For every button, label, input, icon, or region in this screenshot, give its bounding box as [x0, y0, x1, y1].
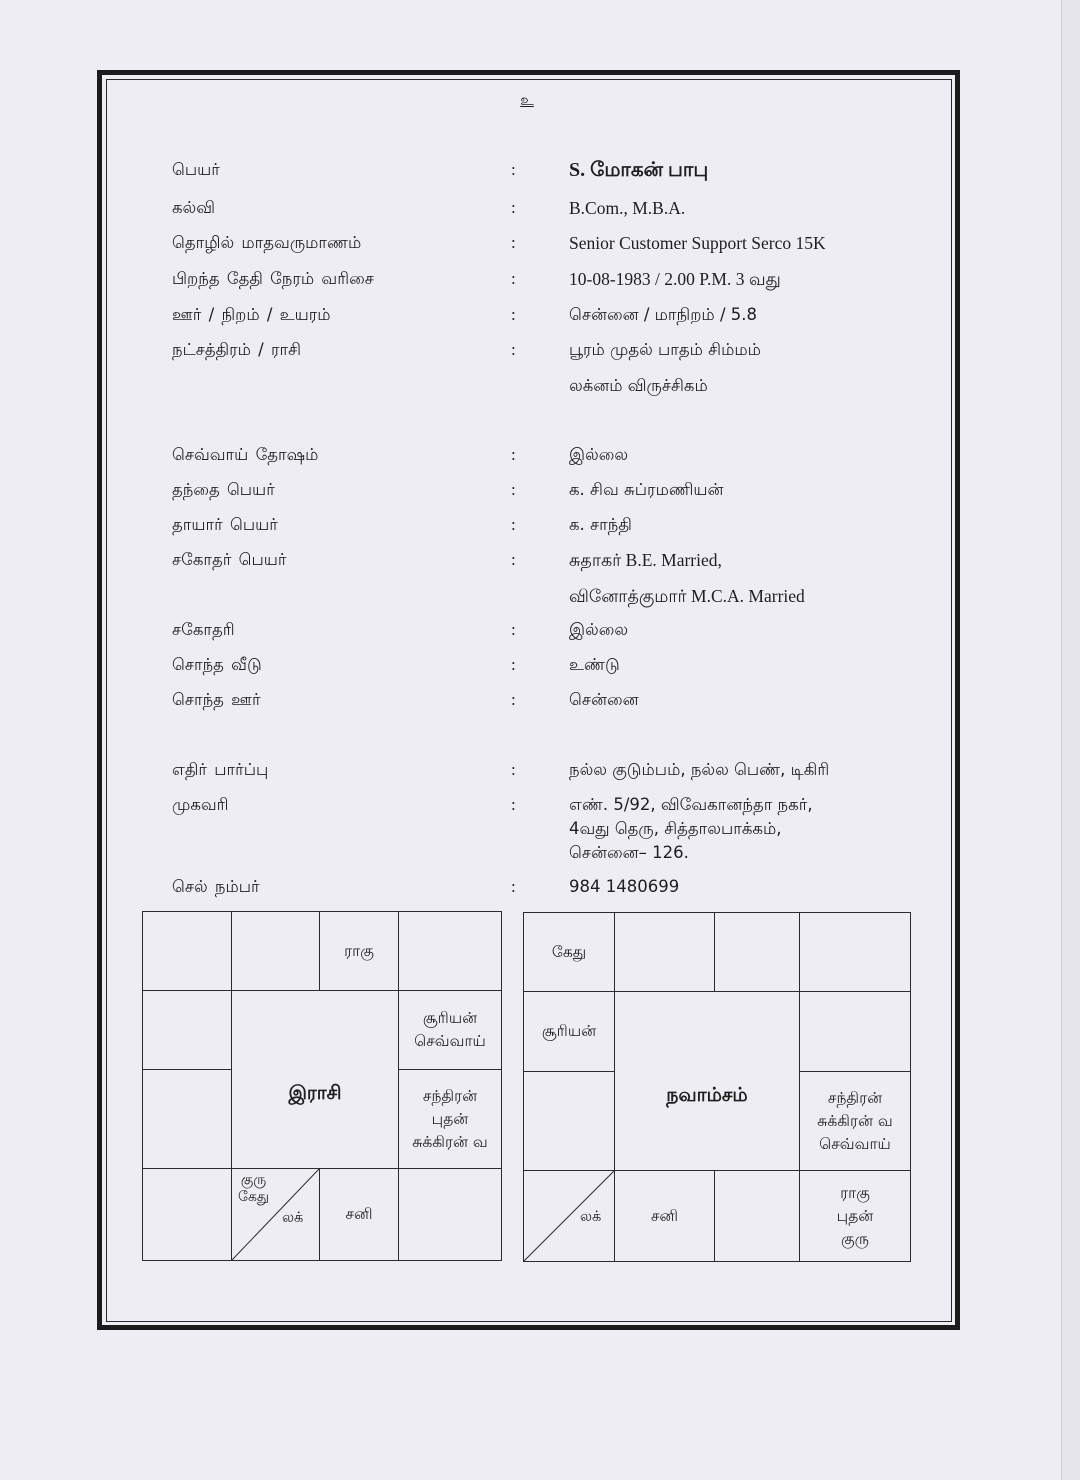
expectation-row: [0, 758, 1080, 782]
separator-colon: :: [511, 690, 516, 709]
education-value: [569, 196, 685, 220]
rasi-planet: புதன்: [431, 1109, 469, 1128]
separator-colon: :: [511, 795, 516, 814]
rasi-planet: சுக்கிரன் வ: [412, 1132, 488, 1151]
name-row: [0, 158, 1080, 182]
sevvai-dosham-value-line: இல்லை: [569, 445, 629, 464]
native-place-value-line: சென்னை: [569, 690, 639, 709]
father-name-label: தந்தை பெயர்: [172, 480, 275, 499]
navamsam-planet: செவ்வாய்: [819, 1134, 891, 1153]
rasi-house-gemini: [399, 912, 501, 990]
rasi-chart: [142, 911, 502, 1261]
sevvai-dosham-value: [569, 443, 628, 467]
address-label: முகவரி: [172, 795, 229, 814]
page-edge: [1061, 0, 1080, 1480]
expectation-label: எதிர் பார்ப்பு: [172, 760, 269, 779]
navamsam-house-aquarius: [524, 992, 614, 1071]
mobile-number-value-line: 984 1480699: [569, 877, 680, 896]
navamsam-house-sagittarius: [524, 1171, 614, 1261]
navamsam-chart-title: நவாம்சம்: [666, 1083, 748, 1106]
place-complexion-height-row: [0, 303, 1080, 327]
sister-value-line: இல்லை: [569, 620, 629, 639]
father-name-value-line: க. சிவ சுப்ரமணியன்: [569, 480, 724, 499]
native-place-value: [569, 688, 639, 712]
sevvai-dosham-row: [0, 443, 1080, 467]
address-line-3: சென்னை– 126.: [569, 843, 689, 862]
native-place-row: [0, 688, 1080, 712]
rasi-house-virgo: [399, 1169, 501, 1260]
navamsam-house-capricorn: [524, 1072, 614, 1170]
mobile-number-row: [0, 875, 1080, 899]
navamsam-house-cancer: [800, 992, 910, 1071]
expectation-value: [569, 758, 829, 782]
separator-colon: :: [511, 340, 516, 359]
navamsam-planet: சூரியன்: [541, 1022, 597, 1040]
occupation-income-label: தொழில் மாதவருமாணம்: [172, 233, 362, 252]
pillaiyar-suzhi-symbol: உ: [520, 91, 534, 109]
name-label: பெயர்: [172, 160, 220, 179]
brother-2-value-line: வினோத்குமார் M.C.A. Married: [569, 586, 805, 606]
address-line-2: 4வது தெரு, சித்தாலபாக்கம்,: [569, 819, 782, 838]
separator-colon: :: [511, 655, 516, 674]
own-house-value-line: உண்டு: [569, 655, 620, 674]
rasi-chart-title: இராசி: [288, 1082, 342, 1104]
occupation-income-row: [0, 231, 1080, 255]
rasi-planet: செவ்வாய்: [414, 1032, 486, 1050]
father-name-value: [569, 478, 724, 502]
navamsam-house-pisces: [524, 913, 614, 991]
rasi-planet: சூரியன்: [422, 1009, 478, 1027]
brother-1-value-line: சுதாகர் B.E. Married,: [569, 550, 722, 570]
mobile-number-value: [569, 875, 679, 899]
occupation-income-value: [569, 231, 826, 255]
address-value: [569, 793, 813, 865]
rasi-planet: ராகு: [344, 941, 374, 960]
navamsam-chart: [523, 912, 911, 1262]
birth-details-label: பிறந்த தேதி நேரம் வரிசை: [172, 269, 374, 288]
place-complexion-height-value: [569, 303, 757, 327]
rasi-house-taurus: [320, 912, 398, 990]
own-house-label: சொந்த வீடு: [172, 655, 262, 674]
brother-name-row: [0, 548, 1080, 606]
separator-colon: :: [511, 269, 516, 288]
name-value-line: S. மோகன் பாபு: [569, 159, 709, 181]
own-house-value: [569, 653, 620, 677]
rasi-lagna-marker: லக்: [282, 1210, 304, 1226]
navamsam-lagna-marker: லக்: [580, 1209, 602, 1225]
father-name-row: [0, 478, 1080, 502]
mother-name-value-line: க. சாந்தி: [569, 515, 632, 534]
name-value: [569, 158, 708, 182]
rasi-house-libra: [320, 1169, 398, 1260]
separator-colon: :: [511, 160, 516, 179]
separator-colon: :: [511, 760, 516, 779]
navamsam-planet: சந்திரன்: [827, 1088, 883, 1107]
star-rasi-value-line: பூரம் முதல் பாதம் சிம்மம்: [569, 340, 761, 359]
own-house-row: [0, 653, 1080, 677]
navamsam-planet: ராகு: [840, 1183, 870, 1202]
navamsam-house-libra: [715, 1171, 799, 1261]
rasi-house-pisces: [143, 912, 231, 990]
address-row: [0, 793, 1080, 862]
separator-colon: :: [511, 550, 516, 569]
rasi-house-capricorn: [143, 1070, 231, 1168]
star-rasi-value: [569, 338, 761, 398]
mother-name-label: தாயார் பெயர்: [172, 515, 278, 534]
navamsam-planet: சுக்கிரன் வ: [817, 1111, 893, 1130]
navamsam-chart-center: [615, 992, 799, 1170]
education-value-line: B.Com., M.B.A.: [569, 198, 686, 218]
navamsam-planet: கேது: [551, 942, 587, 961]
separator-colon: :: [511, 480, 516, 499]
birth-details-value: [569, 267, 781, 291]
place-complexion-height-label: ஊர் / நிறம் / உயரம்: [172, 305, 331, 324]
navamsam-planet: சனி: [650, 1206, 679, 1225]
education-label: கல்வி: [172, 198, 216, 217]
address-line-1: எண். 5/92, விவேகானந்தா நகர்,: [569, 795, 813, 814]
birth-details-row: [0, 267, 1080, 291]
navamsam-planet: குரு: [840, 1229, 870, 1248]
separator-colon: :: [511, 198, 516, 217]
separator-colon: :: [511, 445, 516, 464]
sister-row: [0, 618, 1080, 642]
native-place-label: சொந்த ஊர்: [172, 690, 261, 709]
separator-colon: :: [511, 515, 516, 534]
mother-name-value: [569, 513, 632, 537]
brother-name-value: [569, 548, 805, 608]
occupation-income-value-line: Senior Customer Support Serco 15K: [569, 233, 826, 253]
education-row: [0, 196, 1080, 220]
mother-name-row: [0, 513, 1080, 537]
expectation-value-line: நல்ல குடும்பம், நல்ல பெண், டிகிரி: [569, 760, 830, 779]
navamsam-house-scorpio: [615, 1171, 714, 1261]
navamsam-planet: புதன்: [836, 1206, 874, 1225]
separator-colon: :: [511, 305, 516, 324]
rasi-planet: கேது: [238, 1189, 270, 1205]
rasi-house-scorpio: [232, 1169, 319, 1260]
sevvai-dosham-label: செவ்வாய் தோஷம்: [172, 445, 319, 464]
rasi-scorpio-planets: [238, 1172, 269, 1206]
birth-details-value-line: 10-08-1983 / 2.00 P.M. 3 வது: [569, 269, 781, 289]
mobile-number-label: செல் நம்பர்: [172, 877, 260, 896]
rasi-planet: குரு: [240, 1172, 267, 1188]
rasi-house-aries: [232, 912, 319, 990]
navamsam-house-taurus: [715, 913, 799, 991]
separator-colon: :: [511, 233, 516, 252]
star-rasi-label: நட்சத்திரம் / ராசி: [172, 340, 302, 359]
navamsam-house-gemini: [800, 913, 910, 991]
rasi-chart-center: [232, 991, 398, 1168]
navamsam-house-virgo: [800, 1171, 910, 1261]
rasi-house-aquarius: [143, 991, 231, 1069]
rasi-planet: சந்திரன்: [422, 1086, 478, 1105]
rasi-house-sagittarius: [143, 1169, 231, 1260]
separator-colon: :: [511, 620, 516, 639]
rasi-house-leo: [399, 1070, 501, 1168]
navamsam-house-aries: [615, 913, 714, 991]
star-rasi-row: [0, 338, 1080, 395]
separator-colon: :: [511, 877, 516, 896]
rasi-house-cancer: [399, 991, 501, 1069]
brother-name-label: சகோதர் பெயர்: [172, 550, 287, 569]
lagnam-value-line: லக்னம் விருச்சிகம்: [569, 376, 708, 395]
place-complexion-height-value-line: சென்னை / மாநிறம் / 5.8: [569, 305, 758, 324]
navamsam-house-leo: [800, 1072, 910, 1170]
sister-label: சகோதரி: [172, 620, 235, 639]
rasi-planet: சனி: [345, 1205, 373, 1223]
sister-value: [569, 618, 628, 642]
